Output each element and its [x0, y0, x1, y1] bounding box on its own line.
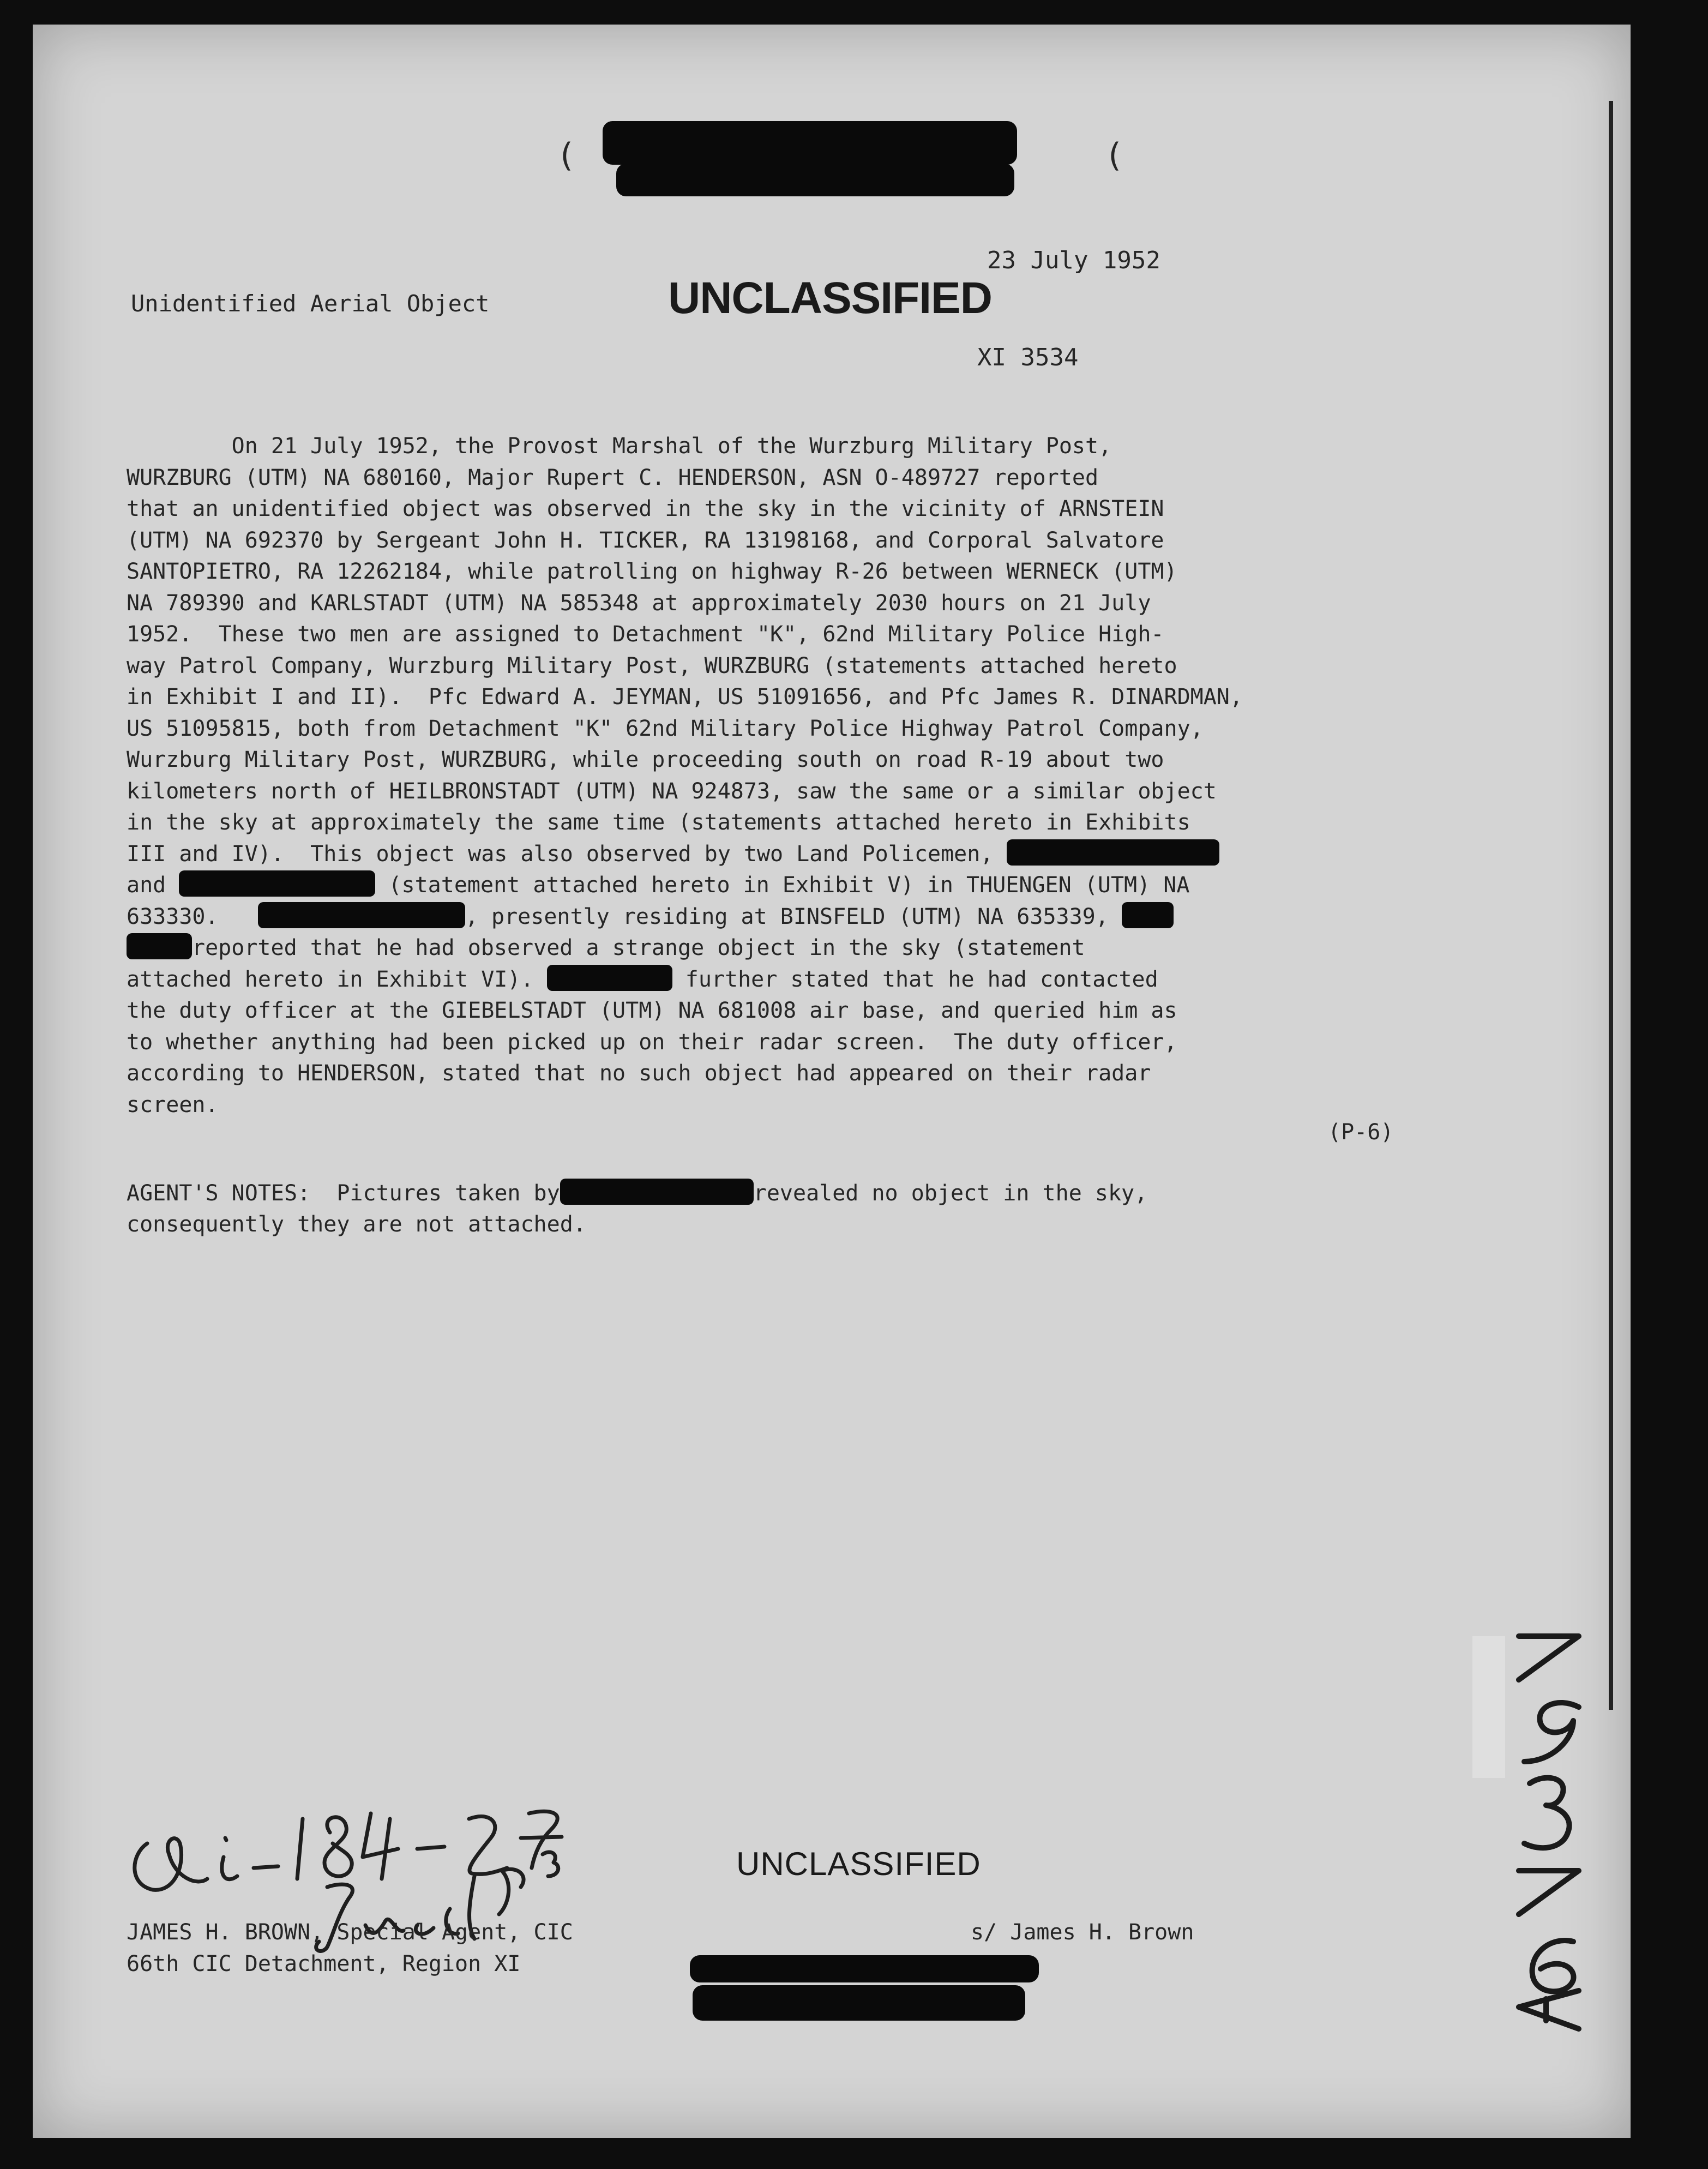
body-line-text: and: [127, 873, 166, 898]
redaction: [547, 965, 672, 991]
document-date: 23 July 1952: [987, 247, 1160, 274]
body-line-text: III and IV). This object was also observed by two Land Policemen,: [127, 841, 994, 867]
agent-notes: [127, 1178, 1147, 1240]
body-line-text: attached hereto in Exhibit VI).: [127, 966, 534, 992]
bracket-left: (: [556, 136, 576, 175]
body-line: [127, 933, 1435, 964]
body-line: WURZBURG (UTM) NA 680160, Major Rupert C. HENDERSON, ASN O-489727 reported: [127, 465, 1099, 490]
body-line-text: , presently residing at BINSFELD (UTM) NA 635339,: [465, 904, 1109, 929]
body-line: US 51095815, both from Detachment "K" 62nd Military Police Highway Patrol Company,: [127, 716, 1204, 741]
body-line: [127, 964, 1435, 996]
notes-text: consequently they are not attached.: [127, 1212, 586, 1237]
handwritten-stamp-79376a: [1486, 1614, 1617, 2040]
notes-label: AGENT'S NOTES:: [127, 1181, 311, 1206]
body-line: Wurzburg Military Post, WURZBURG, while proceeding south on road R-19 about two: [127, 747, 1164, 772]
body-line: the duty officer at the GIEBELSTADT (UTM) NA 681008 air base, and queried him as: [127, 998, 1177, 1023]
bracket-right: (: [1104, 136, 1124, 175]
redaction-signature-2: [693, 1985, 1025, 2021]
redaction: [1122, 902, 1174, 928]
body-line: according to HENDERSON, stated that no such object had appeared on their radar: [127, 1061, 1151, 1086]
classification-stamp-bottom: UNCLASSIFIED: [736, 1846, 981, 1882]
body-line: way Patrol Company, Wurzburg Military Post, WURZBURG (statements attached hereto: [127, 653, 1177, 678]
notes-text: revealed no object in the sky,: [753, 1181, 1148, 1206]
body-line: On 21 July 1952, the Provost Marshal of the Wurzburg Military Post,: [127, 434, 1112, 459]
notes-text: Pictures taken by: [336, 1181, 560, 1206]
body-line: screen.: [127, 1092, 219, 1117]
body-line: in the sky at approximately the same time (statements attached hereto in Exhibits: [127, 810, 1190, 835]
signature-line: s/ James H. Brown: [971, 1920, 1194, 1945]
body-line: kilometers north of HEILBRONSTADT (UTM) NA 924873, saw the same or a similar object: [127, 778, 1217, 804]
body-line: 1952. These two men are assigned to Detachment "K", 62nd Military Police High-: [127, 622, 1164, 647]
classification-stamp-top: UNCLASSIFIED: [668, 273, 992, 323]
redaction: [179, 870, 375, 897]
file-number: XI 3534: [977, 344, 1079, 371]
handwritten-inclosure-incl-3: [294, 1843, 600, 1963]
body-line: (UTM) NA 692370 by Sergeant John H. TICKER, RA 13198168, and Corporal Salvatore: [127, 527, 1164, 553]
body-line: NA 789390 and KARLSTADT (UTM) NA 585348 at approximately 2030 hours on 21 July: [127, 590, 1151, 616]
report-code: (P-6): [1328, 1120, 1394, 1145]
redaction-top-1: [603, 121, 1017, 165]
agent-unit: 66th CIC Detachment, Region XI: [127, 1951, 521, 1976]
redaction-top-2: [616, 164, 1014, 196]
redaction: [258, 902, 465, 928]
body-line: in Exhibit I and II). Pfc Edward A. JEYMAN, US 51091656, and Pfc James R. DINARDMAN,: [127, 684, 1243, 710]
agent-name-title: JAMES H. BROWN, Special Agent, CIC: [127, 1920, 573, 1945]
document-subject: Unidentified Aerial Object: [131, 290, 490, 317]
body-line-text: 633330.: [127, 904, 219, 929]
page-edge-shadow: [1609, 101, 1613, 1710]
redaction-signature-1: [690, 1955, 1039, 1982]
body-line: to whether anything had been picked up on their radar screen. The duty officer,: [127, 1029, 1177, 1055]
redaction: [560, 1179, 754, 1205]
faint-margin-text: [1472, 1636, 1505, 1778]
body-line-text: reported that he had observed a strange object in the sky (statement: [192, 935, 1085, 960]
report-body: [127, 431, 1435, 1121]
body-line-text: further stated that he had contacted: [685, 966, 1158, 992]
redaction: [1007, 839, 1219, 866]
body-line: that an unidentified object was observed in the sky in the vicinity of ARNSTEIN: [127, 496, 1164, 521]
body-line-text: (statement attached hereto in Exhibit V) in THUENGEN (UTM) NA: [388, 873, 1190, 898]
body-line: SANTOPIETRO, RA 12262184, while patrolling on highway R-26 between WERNECK (UTM): [127, 559, 1177, 584]
body-line: [127, 870, 1435, 902]
body-line: [127, 839, 1435, 870]
redaction: [127, 933, 192, 959]
body-line: [127, 902, 1435, 933]
